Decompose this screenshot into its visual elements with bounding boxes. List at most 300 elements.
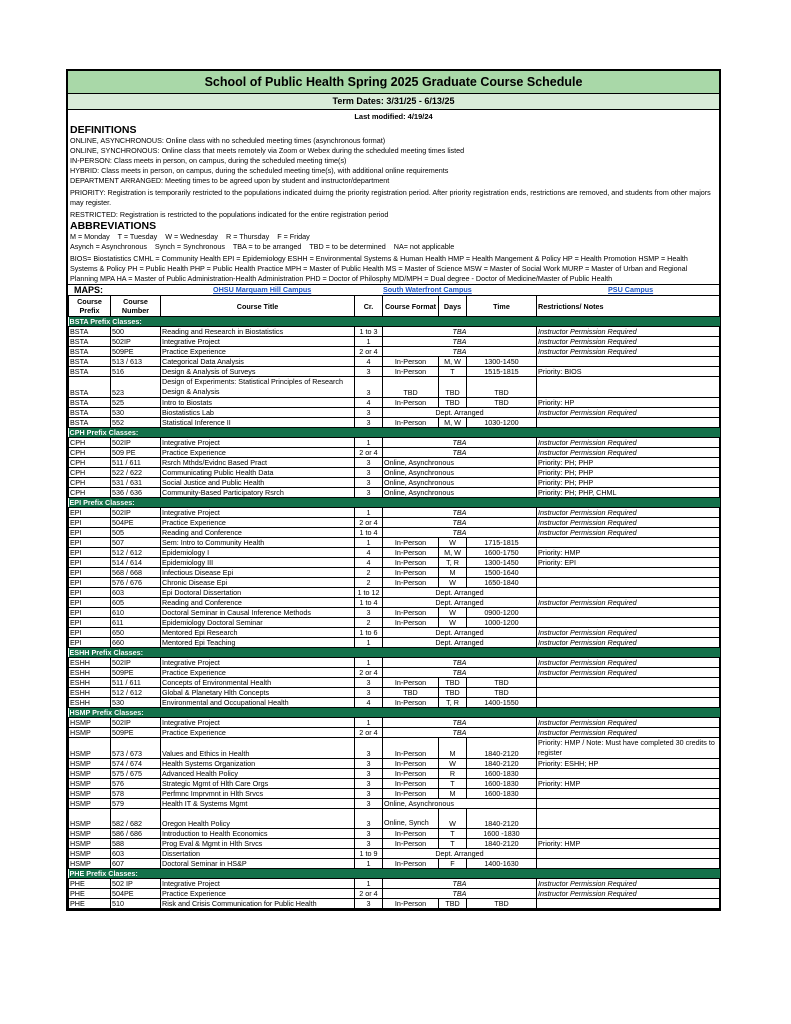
cell-number: 505 <box>111 528 161 538</box>
cell-prefix: EPI <box>69 598 111 608</box>
cell-notes <box>537 849 720 859</box>
cell-title: Integrative Project <box>161 508 355 518</box>
cell-days: M, W <box>439 357 467 367</box>
cell-prefix: BSTA <box>69 408 111 418</box>
cell-number: 516 <box>111 367 161 377</box>
cell-title: Social Justice and Public Health <box>161 478 355 488</box>
section-header: HSMP Prefix Classes: <box>69 708 720 718</box>
cell-format: TBD <box>383 688 439 698</box>
cell-schedule: Dept. Arranged <box>383 598 537 608</box>
cell-prefix: EPI <box>69 608 111 618</box>
table-row <box>69 799 720 809</box>
cell-format: In-Person <box>383 398 439 408</box>
table-row <box>69 478 720 488</box>
cell-number: 502IP <box>111 658 161 668</box>
cell-prefix: HSMP <box>69 728 111 738</box>
cell-credits: 3 <box>355 468 383 478</box>
cell-title: Infectious Disease Epi <box>161 568 355 578</box>
cell-prefix: HSMP <box>69 859 111 869</box>
cell-title: Rsrch Mthds/Evidnc Based Pract <box>161 458 355 468</box>
cell-prefix: CPH <box>69 448 111 458</box>
cell-title: Risk and Crisis Communication for Public Health <box>161 899 355 909</box>
cell-number: 510 <box>111 899 161 909</box>
cell-number: 511 / 611 <box>111 678 161 688</box>
cell-format: In-Person <box>383 578 439 588</box>
cell-time: 0900-1200 <box>467 608 537 618</box>
cell-prefix: EPI <box>69 558 111 568</box>
cell-days: R <box>439 769 467 779</box>
cell-number: 568 / 668 <box>111 568 161 578</box>
cell-prefix: PHE <box>69 899 111 909</box>
cell-number: 575 / 675 <box>111 769 161 779</box>
cell-number: 523 <box>111 377 161 398</box>
cell-title: Sem: Intro to Community Health <box>161 538 355 548</box>
section-header: CPH Prefix Classes: <box>69 428 720 438</box>
cell-notes <box>537 568 720 578</box>
cell-number: 650 <box>111 628 161 638</box>
page-title: School of Public Health Spring 2025 Graduate Course Schedule <box>68 71 719 94</box>
section-header-row <box>69 428 720 438</box>
cell-title: Mentored Epi Research <box>161 628 355 638</box>
cell-prefix: HSMP <box>69 839 111 849</box>
abbreviations-heading: ABBREVIATIONS <box>70 220 157 232</box>
cell-schedule: TBA <box>383 728 537 738</box>
abbrev-days: M = Monday T = Tuesday W = Wednesday R = Thursday F = Friday <box>70 232 310 241</box>
cell-format: In-Person <box>383 759 439 769</box>
cell-title: Dissertation <box>161 849 355 859</box>
cell-schedule: Dept. Arranged <box>383 588 537 598</box>
cell-title: Introduction to Health Economics <box>161 829 355 839</box>
cell-notes <box>537 588 720 598</box>
cell-schedule: TBA <box>383 668 537 678</box>
cell-number: 588 <box>111 839 161 849</box>
cell-format: Online, Asynchronous <box>383 799 537 809</box>
cell-title: Doctoral Seminar in Causal Inference Methods <box>161 608 355 618</box>
definition-dept-arranged: DEPARTMENT ARRANGED: Meeting times to be agreed upon by student and instructor/department <box>70 176 390 185</box>
cell-credits: 2 <box>355 568 383 578</box>
cell-number: 502 IP <box>111 879 161 889</box>
cell-number: 514 / 614 <box>111 558 161 568</box>
cell-number: 579 <box>111 799 161 809</box>
cell-title: Values and Ethics in Health <box>161 738 355 759</box>
col-header-number: Course Number <box>111 296 161 317</box>
cell-format: In-Person <box>383 678 439 688</box>
cell-prefix: EPI <box>69 638 111 648</box>
cell-notes: Instructor Permission Required <box>537 518 720 528</box>
cell-prefix: ESHH <box>69 698 111 708</box>
cell-schedule: TBA <box>383 879 537 889</box>
cell-credits: 2 or 4 <box>355 728 383 738</box>
section-header: EPI Prefix Classes: <box>69 498 720 508</box>
table-row <box>69 618 720 628</box>
section-header: PHE Prefix Classes: <box>69 869 720 879</box>
table-row <box>69 718 720 728</box>
cell-prefix: HSMP <box>69 809 111 829</box>
cell-time: 1500-1640 <box>467 568 537 578</box>
cell-number: 605 <box>111 598 161 608</box>
cell-format: Online, Asynchronous <box>383 488 537 498</box>
cell-schedule: TBA <box>383 337 537 347</box>
table-row <box>69 839 720 849</box>
cell-notes <box>537 899 720 909</box>
cell-prefix: EPI <box>69 578 111 588</box>
cell-prefix: HSMP <box>69 779 111 789</box>
cell-notes: Instructor Permission Required <box>537 438 720 448</box>
cell-credits: 2 <box>355 578 383 588</box>
cell-format: In-Person <box>383 738 439 759</box>
cell-prefix: CPH <box>69 478 111 488</box>
cell-credits: 4 <box>355 548 383 558</box>
cell-number: 660 <box>111 638 161 648</box>
cell-credits: 1 <box>355 718 383 728</box>
table-row <box>69 849 720 859</box>
cell-credits: 3 <box>355 608 383 618</box>
maps-label: MAPS: <box>74 285 103 295</box>
cell-credits: 1 <box>355 638 383 648</box>
cell-notes: Instructor Permission Required <box>537 337 720 347</box>
ohsu-campus-map-link[interactable]: OHSU Marquam Hill Campus <box>213 285 312 294</box>
cell-notes: Instructor Permission Required <box>537 889 720 899</box>
cell-notes <box>537 377 720 398</box>
cell-number: 509PE <box>111 728 161 738</box>
cell-prefix: CPH <box>69 468 111 478</box>
cell-number: 525 <box>111 398 161 408</box>
table-row <box>69 438 720 448</box>
cell-credits: 3 <box>355 408 383 418</box>
cell-credits: 3 <box>355 779 383 789</box>
definitions-block <box>68 124 719 284</box>
cell-title: Environmental and Occupational Health <box>161 698 355 708</box>
table-row <box>69 568 720 578</box>
cell-schedule: TBA <box>383 658 537 668</box>
cell-days: T, R <box>439 558 467 568</box>
cell-prefix: CPH <box>69 458 111 468</box>
cell-credits: 2 or 4 <box>355 448 383 458</box>
cell-format: In-Person <box>383 859 439 869</box>
cell-format: In-Person <box>383 769 439 779</box>
cell-title: Epi Doctoral Dissertation <box>161 588 355 598</box>
table-row <box>69 398 720 408</box>
cell-notes: Instructor Permission Required <box>537 879 720 889</box>
cell-notes <box>537 789 720 799</box>
section-header-row <box>69 498 720 508</box>
cell-title: Oregon Health Policy <box>161 809 355 829</box>
cell-time: TBD <box>467 398 537 408</box>
term-dates: Term Dates: 3/31/25 - 6/13/25 <box>68 94 719 110</box>
cell-credits: 1 to 3 <box>355 327 383 337</box>
cell-credits: 1 to 4 <box>355 598 383 608</box>
cell-credits: 3 <box>355 829 383 839</box>
cell-title: Perfmnc Imprvmnt in Hlth Srvcs <box>161 789 355 799</box>
table-row <box>69 759 720 769</box>
cell-schedule: Dept. Arranged <box>383 408 537 418</box>
cell-days: F <box>439 859 467 869</box>
cell-prefix: BSTA <box>69 327 111 337</box>
cell-format: In-Person <box>383 779 439 789</box>
table-row <box>69 638 720 648</box>
cell-prefix: EPI <box>69 548 111 558</box>
table-row <box>69 598 720 608</box>
cell-time: 1300-1450 <box>467 558 537 568</box>
cell-notes: Instructor Permission Required <box>537 598 720 608</box>
table-row <box>69 488 720 498</box>
psu-campus-map-link[interactable]: PSU Campus <box>608 285 654 294</box>
cell-title: Biostatistics Lab <box>161 408 355 418</box>
section-header-row <box>69 317 720 327</box>
priority-note: PRIORITY: Registration is temporarily restricted to the populations indicated duirng the priority registration period. After priority registration ends, restrictions are removed, and students from other majors may register. <box>70 188 711 207</box>
section-header-row <box>69 708 720 718</box>
cell-title: Design & Analysis of Surveys <box>161 367 355 377</box>
table-row <box>69 628 720 638</box>
cell-format: In-Person <box>383 548 439 558</box>
cell-time: 1600 -1830 <box>467 829 537 839</box>
cell-number: 502IP <box>111 438 161 448</box>
cell-notes <box>537 608 720 618</box>
cell-days: TBD <box>439 678 467 688</box>
section-header: ESHH Prefix Classes: <box>69 648 720 658</box>
cell-prefix: HSMP <box>69 759 111 769</box>
cell-credits: 1 to 12 <box>355 588 383 598</box>
cell-number: 511 / 611 <box>111 458 161 468</box>
cell-days: W <box>439 759 467 769</box>
cell-credits: 1 to 9 <box>355 849 383 859</box>
cell-prefix: BSTA <box>69 377 111 398</box>
col-header-format: Course Format <box>383 296 439 317</box>
cell-notes <box>537 809 720 829</box>
cell-notes: Instructor Permission Required <box>537 668 720 678</box>
cell-schedule: TBA <box>383 448 537 458</box>
cell-credits: 3 <box>355 769 383 779</box>
definitions-heading: DEFINITIONS <box>70 124 137 136</box>
table-row <box>69 668 720 678</box>
cell-format: Online, Asynchronous <box>383 458 537 468</box>
cell-title: Integrative Project <box>161 438 355 448</box>
cell-title: Practice Experience <box>161 347 355 357</box>
cell-format: In-Person <box>383 698 439 708</box>
table-row <box>69 698 720 708</box>
cell-schedule: TBA <box>383 347 537 357</box>
cell-format: Online, Asynchronous <box>383 478 537 488</box>
cell-prefix: BSTA <box>69 337 111 347</box>
cell-prefix: CPH <box>69 488 111 498</box>
table-row <box>69 548 720 558</box>
table-row <box>69 468 720 478</box>
table-row <box>69 558 720 568</box>
cell-notes <box>537 688 720 698</box>
cell-title: Practice Experience <box>161 889 355 899</box>
cell-credits: 3 <box>355 789 383 799</box>
cell-prefix: EPI <box>69 618 111 628</box>
table-row <box>69 367 720 377</box>
cell-schedule: TBA <box>383 528 537 538</box>
cell-prefix: EPI <box>69 568 111 578</box>
cell-format: In-Person <box>383 357 439 367</box>
cell-schedule: TBA <box>383 518 537 528</box>
cell-schedule: TBA <box>383 438 537 448</box>
cell-notes: Instructor Permission Required <box>537 448 720 458</box>
cell-number: 509PE <box>111 347 161 357</box>
cell-prefix: HSMP <box>69 718 111 728</box>
cell-title: Integrative Project <box>161 658 355 668</box>
cell-notes <box>537 859 720 869</box>
cell-credits: 3 <box>355 809 383 829</box>
cell-days: M, W <box>439 418 467 428</box>
cell-days: W <box>439 608 467 618</box>
cell-notes <box>537 618 720 628</box>
cell-title: Practice Experience <box>161 518 355 528</box>
cell-title: Practice Experience <box>161 728 355 738</box>
cell-prefix: EPI <box>69 538 111 548</box>
definition-hybrid: HYBRID: Class meets in person, on campus, during the scheduled meeting time(s), with additional online requirements <box>70 166 449 175</box>
cell-prefix: HSMP <box>69 738 111 759</box>
cell-credits: 3 <box>355 377 383 398</box>
cell-format: Online, Synch <box>383 809 439 829</box>
cell-notes: Instructor Permission Required <box>537 528 720 538</box>
cell-number: 586 / 686 <box>111 829 161 839</box>
cell-prefix: BSTA <box>69 398 111 408</box>
cell-time: 1515-1815 <box>467 367 537 377</box>
cell-notes <box>537 678 720 688</box>
cell-prefix: HSMP <box>69 789 111 799</box>
cell-days: T <box>439 779 467 789</box>
cell-credits: 1 <box>355 879 383 889</box>
cell-credits: 4 <box>355 558 383 568</box>
cell-notes: Instructor Permission Required <box>537 327 720 337</box>
table-row <box>69 608 720 618</box>
cell-days: T, R <box>439 698 467 708</box>
cell-time: 1840-2120 <box>467 839 537 849</box>
cell-number: 576 / 676 <box>111 578 161 588</box>
cell-time: 1000-1200 <box>467 618 537 628</box>
table-header-row <box>69 296 720 317</box>
cell-title: Integrative Project <box>161 718 355 728</box>
cell-days: M <box>439 568 467 578</box>
cell-credits: 4 <box>355 698 383 708</box>
cell-days: W <box>439 618 467 628</box>
cell-credits: 3 <box>355 759 383 769</box>
cell-title: Chronic Disease Epi <box>161 578 355 588</box>
cell-schedule: TBA <box>383 508 537 518</box>
cell-credits: 2 <box>355 618 383 628</box>
section-header-row <box>69 648 720 658</box>
cell-credits: 4 <box>355 357 383 367</box>
waterfront-campus-map-link[interactable]: South Waterfront Campus <box>383 285 472 294</box>
cell-title: Reading and Conference <box>161 598 355 608</box>
cell-time: 1840-2120 <box>467 759 537 769</box>
cell-prefix: BSTA <box>69 357 111 367</box>
cell-credits: 1 <box>355 538 383 548</box>
cell-credits: 1 <box>355 337 383 347</box>
table-row <box>69 728 720 738</box>
cell-days: W <box>439 538 467 548</box>
restricted-note: RESTRICTED: Registration is restricted to the populations indicated for the entire registration period <box>70 210 389 219</box>
cell-title: Reading and Conference <box>161 528 355 538</box>
cell-title: Advanced Health Policy <box>161 769 355 779</box>
cell-notes <box>537 418 720 428</box>
cell-format: In-Person <box>383 899 439 909</box>
cell-title: Community-Based Participatory Rsrch <box>161 488 355 498</box>
cell-credits: 3 <box>355 488 383 498</box>
cell-prefix: EPI <box>69 588 111 598</box>
table-row <box>69 518 720 528</box>
cell-credits: 4 <box>355 398 383 408</box>
cell-prefix: ESHH <box>69 658 111 668</box>
cell-title: Reading and Research in Biostatistics <box>161 327 355 337</box>
table-row <box>69 859 720 869</box>
cell-credits: 3 <box>355 688 383 698</box>
cell-credits: 3 <box>355 458 383 468</box>
cell-number: 504PE <box>111 518 161 528</box>
table-row <box>69 879 720 889</box>
cell-credits: 2 or 4 <box>355 889 383 899</box>
cell-notes: Priority: HMP <box>537 779 720 789</box>
cell-notes: Instructor Permission Required <box>537 638 720 648</box>
table-row <box>69 738 720 759</box>
cell-notes <box>537 799 720 809</box>
cell-time: TBD <box>467 678 537 688</box>
cell-number: 552 <box>111 418 161 428</box>
cell-notes <box>537 829 720 839</box>
cell-notes: Instructor Permission Required <box>537 347 720 357</box>
cell-notes <box>537 578 720 588</box>
cell-format: Online, Asynchronous <box>383 468 537 478</box>
cell-number: 512 / 612 <box>111 548 161 558</box>
cell-number: 502IP <box>111 337 161 347</box>
cell-format: In-Person <box>383 829 439 839</box>
cell-number: 531 / 631 <box>111 478 161 488</box>
section-header-row <box>69 869 720 879</box>
cell-notes: Instructor Permission Required <box>537 508 720 518</box>
definition-online-async: ONLINE, ASYNCHRONOUS: Online class with no scheduled meeting times (asynchronous format) <box>70 136 386 145</box>
cell-days: TBD <box>439 899 467 909</box>
cell-number: 536 / 636 <box>111 488 161 498</box>
cell-number: 500 <box>111 327 161 337</box>
cell-number: 603 <box>111 849 161 859</box>
table-row <box>69 528 720 538</box>
cell-credits: 1 <box>355 508 383 518</box>
cell-number: 611 <box>111 618 161 628</box>
table-row <box>69 578 720 588</box>
cell-title: Epidemiology III <box>161 558 355 568</box>
cell-title: Categorical Data Analysis <box>161 357 355 367</box>
cell-time: 1400-1630 <box>467 859 537 869</box>
cell-title: Design of Experiments: Statistical Principles of Research Design & Analysis <box>161 377 355 398</box>
table-row <box>69 779 720 789</box>
table-row <box>69 377 720 398</box>
cell-prefix: BSTA <box>69 418 111 428</box>
cell-credits: 2 or 4 <box>355 668 383 678</box>
table-row <box>69 408 720 418</box>
schedule-sheet <box>66 69 721 911</box>
cell-number: 603 <box>111 588 161 598</box>
table-row <box>69 337 720 347</box>
cell-prefix: BSTA <box>69 367 111 377</box>
cell-title: Practice Experience <box>161 668 355 678</box>
cell-number: 573 / 673 <box>111 738 161 759</box>
cell-schedule: Dept. Arranged <box>383 628 537 638</box>
cell-prefix: EPI <box>69 628 111 638</box>
cell-prefix: HSMP <box>69 849 111 859</box>
table-row <box>69 688 720 698</box>
cell-notes: Priority: PH; PHP <box>537 458 720 468</box>
cell-time: TBD <box>467 688 537 698</box>
cell-notes: Priority: BIOS <box>537 367 720 377</box>
table-row <box>69 678 720 688</box>
cell-title: Integrative Project <box>161 879 355 889</box>
cell-number: 607 <box>111 859 161 869</box>
cell-number: 513 / 613 <box>111 357 161 367</box>
cell-number: 507 <box>111 538 161 548</box>
